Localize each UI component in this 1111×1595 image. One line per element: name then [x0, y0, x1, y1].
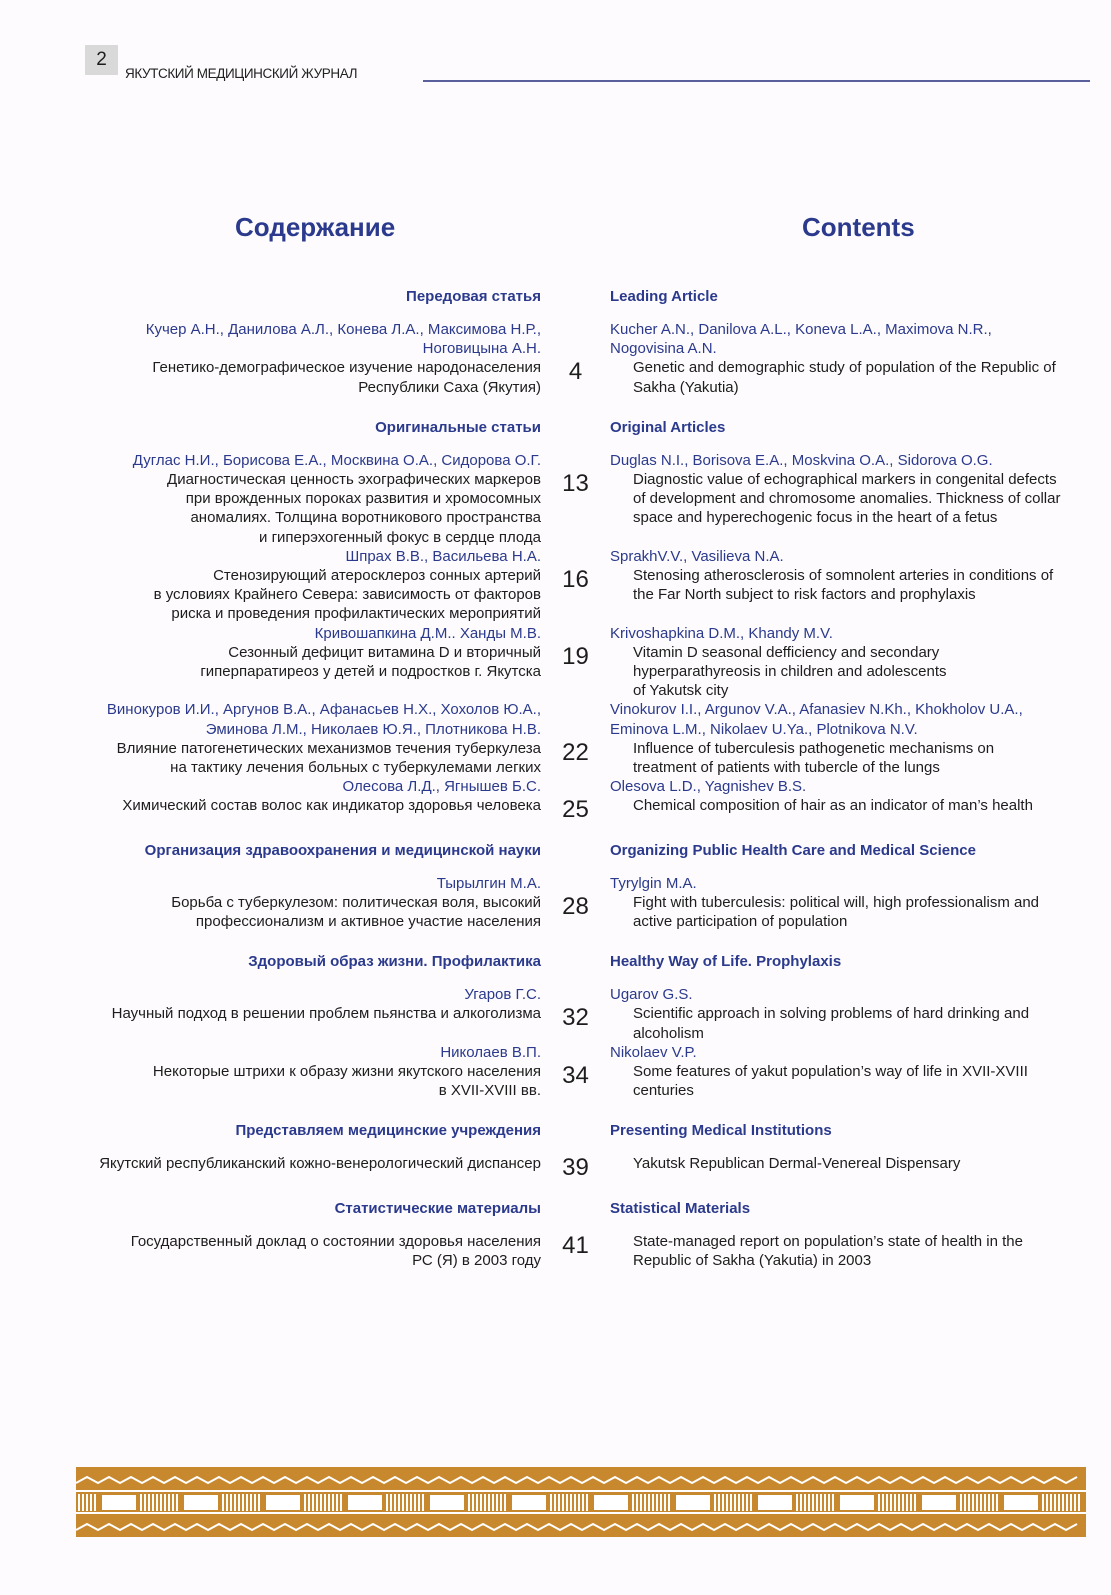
- ornament-stripe: [992, 1494, 994, 1511]
- entry-en: [610, 451, 1095, 547]
- authors-en: Nikolaev V.P.: [610, 1043, 697, 1061]
- entry-ru: [60, 874, 541, 932]
- ornament-stripe: [234, 1494, 236, 1511]
- entry-ru: [60, 320, 541, 397]
- page-number-ref: 16: [562, 566, 589, 594]
- page-number-ref: 25: [562, 796, 589, 824]
- ornament-stripe: [1070, 1494, 1072, 1511]
- ornament-stripe: [144, 1494, 146, 1511]
- entry-ru: [60, 547, 541, 624]
- ornament-stripe: [714, 1494, 716, 1511]
- ornament-stripe: [140, 1494, 142, 1511]
- ornament-square: [676, 1495, 710, 1510]
- article-title-ru: Химический состав волос как индикатор здоровья человека: [122, 797, 541, 815]
- section-title-ru: Представляем медицинские учреждения: [235, 1122, 541, 1140]
- article-title-en: Genetic and demographic study of population of the Republic of: [633, 359, 1056, 377]
- ornament-stripe: [750, 1494, 752, 1511]
- article-title-ru: профессионализм и активное участие населения: [195, 913, 541, 931]
- entry-ru: [60, 1232, 541, 1270]
- ornament-stripe: [738, 1494, 740, 1511]
- ornament-stripe: [386, 1494, 388, 1511]
- ornament-stripe: [414, 1494, 416, 1511]
- ornament-stripe: [808, 1494, 810, 1511]
- ornament-stripe: [418, 1494, 420, 1511]
- ornament-stripe: [472, 1494, 474, 1511]
- article-title-ru: Государственный доклад о состоянии здоровья населения: [130, 1232, 541, 1250]
- ornament-stripe: [664, 1494, 666, 1511]
- section-title-en: Original Articles: [610, 418, 726, 436]
- article-title-ru: Сезонный дефицит витамина D и вторичный: [228, 643, 541, 661]
- article-title-ru: Стенозирующий атеросклероз сонных артерий: [213, 567, 541, 585]
- ornament-stripe: [804, 1494, 806, 1511]
- article-title-en: Sakha (Yakutia): [633, 378, 739, 396]
- ornament-stripe: [304, 1494, 306, 1511]
- authors-ru: Эминова Л.М., Николаев Ю.Я., Плотникова Н.В.: [205, 720, 541, 738]
- section-title-ru: Передовая статья: [406, 288, 541, 305]
- ornament-stripe: [492, 1494, 494, 1511]
- article-title-ru: Некоторые штрихи к образу жизни якутского населения: [152, 1063, 541, 1081]
- ornament-stripe: [796, 1494, 798, 1511]
- ornament-stripe: [566, 1494, 568, 1511]
- authors-ru: Кривошапкина Д.М.. Ханды М.В.: [314, 624, 541, 642]
- article-title-ru: на тактику лечения больных с туберкулемами легких: [170, 759, 541, 777]
- article-title-en: State-managed report on population’s state of health in the: [633, 1232, 1023, 1250]
- authors-ru: Олесова Л.Д., Ягнышев Б.С.: [342, 778, 541, 796]
- ornament-square: [758, 1495, 792, 1510]
- ornament-stripe: [816, 1494, 818, 1511]
- ornament-stripe: [168, 1494, 170, 1511]
- ornament-stripe: [906, 1494, 908, 1511]
- ornament-stripe: [164, 1494, 166, 1511]
- ornament-stripe: [984, 1494, 986, 1511]
- entry-ru: [60, 1154, 541, 1177]
- page-number-ref: 34: [562, 1062, 589, 1090]
- spacer: [541, 419, 610, 436]
- authors-ru: Кучер А.Н., Данилова А.Л., Конева Л.А., Максимова Н.Р.,: [145, 321, 541, 338]
- authors-en: Vinokurov I.I., Argunov V.A., Afanasiev N.Kh., Khokholov U.A.,: [610, 701, 1023, 719]
- ornament-stripe: [410, 1494, 412, 1511]
- authors-ru: Ноговицына А.Н.: [422, 340, 541, 358]
- toc-entry: [60, 1154, 1095, 1182]
- article-title-en: of Yakutsk city: [633, 682, 729, 700]
- ornament-stripe: [390, 1494, 392, 1511]
- ornament-stripe: [730, 1494, 732, 1511]
- article-title-en: Vitamin D seasonal defficiency and secondary: [633, 643, 940, 661]
- ornament-rule: [76, 1490, 1086, 1492]
- ornament-stripe: [1042, 1494, 1044, 1511]
- article-title-ru: Влияние патогенетических механизмов течения туберкулеза: [116, 739, 541, 757]
- ornament-stripe: [878, 1494, 880, 1511]
- ornament-square: [102, 1495, 136, 1510]
- ornament-stripe: [988, 1494, 990, 1511]
- ornament-square: [348, 1495, 382, 1510]
- ornament-square: [266, 1495, 300, 1510]
- article-title-en: hyperparathyreosis in children and adolescents: [633, 663, 947, 681]
- table-of-contents: [60, 282, 1095, 1270]
- ornament-stripe: [246, 1494, 248, 1511]
- toc-entry: [60, 874, 1095, 932]
- ornament-stripe: [734, 1494, 736, 1511]
- ornament-stripe: [156, 1494, 158, 1511]
- ornament-stripe: [226, 1494, 228, 1511]
- ornament-stripe: [562, 1494, 564, 1511]
- authors-en: Tyrylgin M.A.: [610, 874, 697, 892]
- section-title-en: Statistical Materials: [610, 1199, 751, 1217]
- article-title-en: Scientific approach in solving problems of hard drinking and alcoholism: [633, 1005, 1030, 1042]
- ornament-stripe: [980, 1494, 982, 1511]
- ornament-stripe: [640, 1494, 642, 1511]
- ornament-stripe: [316, 1494, 318, 1511]
- authors-en: Kucher A.N., Danilova A.L., Koneva L.A., Maximova N.R.,: [610, 321, 992, 338]
- ornament-stripe: [972, 1494, 974, 1511]
- section-title-ru: Оригинальные статьи: [375, 418, 541, 436]
- section-title-en: Leading Article: [610, 288, 718, 305]
- authors-en: Nogovisina A.N.: [610, 340, 717, 358]
- ornament-stripe: [254, 1494, 256, 1511]
- entry-ru: [60, 624, 541, 701]
- ornament-stripe: [964, 1494, 966, 1511]
- ornament-stripe: [406, 1494, 408, 1511]
- ornament-stripe: [668, 1494, 670, 1511]
- header-rule: [423, 80, 1090, 82]
- ornament-stripe: [152, 1494, 154, 1511]
- page-number-ref: 41: [562, 1231, 589, 1259]
- article-title-en: of development and chromosome anomalies. Thickness of collar: [633, 490, 1061, 508]
- authors-ru: Николаев В.П.: [440, 1043, 541, 1061]
- entry-en: [610, 1043, 1095, 1101]
- ornament-stripe: [898, 1494, 900, 1511]
- ornament-stripe: [160, 1494, 162, 1511]
- ornament-stripe: [1058, 1494, 1060, 1511]
- ornament-stripe: [258, 1494, 260, 1511]
- entry-ru: [60, 777, 541, 819]
- section-gap: [60, 931, 1095, 947]
- ornament-stripe: [722, 1494, 724, 1511]
- ornament-square: [594, 1495, 628, 1510]
- ornament-stripe: [1078, 1494, 1080, 1511]
- spacer: [541, 842, 610, 859]
- page-number-ref: 39: [562, 1154, 589, 1182]
- spacer: [541, 1200, 610, 1217]
- entry-en: [610, 320, 1095, 397]
- ornament-stripe: [1046, 1494, 1048, 1511]
- page-number-ref: 4: [568, 358, 583, 386]
- ornament-stripe: [222, 1494, 224, 1511]
- ornament-stripe: [402, 1494, 404, 1511]
- ornament-stripe: [340, 1494, 342, 1511]
- article-title-en: Fight with tuberculesis: political will, high professionalism and: [633, 893, 1040, 911]
- ornament-stripe: [476, 1494, 478, 1511]
- ornament-stripe: [570, 1494, 572, 1511]
- ornament-stripe: [812, 1494, 814, 1511]
- ornament-stripe: [820, 1494, 822, 1511]
- ornament-stripe: [238, 1494, 240, 1511]
- ornament-square: [512, 1495, 546, 1510]
- article-title-en: the Far North subject to risk factors and prophylaxis: [633, 586, 976, 604]
- ornament-stripe: [894, 1494, 896, 1511]
- page-number-ref: 22: [562, 738, 589, 766]
- entry-ru: [60, 700, 541, 777]
- ornament-stripe: [308, 1494, 310, 1511]
- ornament-stripe: [394, 1494, 396, 1511]
- ornament-stripe: [328, 1494, 330, 1511]
- ornament-stripe: [886, 1494, 888, 1511]
- ornament-stripe: [824, 1494, 826, 1511]
- ornament-stripe: [554, 1494, 556, 1511]
- ornament-stripe: [312, 1494, 314, 1511]
- section-title-en: Organizing Public Health Care and Medical Science: [610, 841, 976, 859]
- ornament-stripe: [960, 1494, 962, 1511]
- ornament-stripe: [632, 1494, 634, 1511]
- ornament-stripe: [172, 1494, 174, 1511]
- section-heading: [60, 419, 1095, 436]
- ornament-stripe: [336, 1494, 338, 1511]
- ornament-stripe: [504, 1494, 506, 1511]
- article-title-en: active participation of population: [633, 913, 848, 931]
- article-title-en: Diagnostic value of echographical markers in congenital defects: [633, 471, 1057, 489]
- ornament-stripe: [574, 1494, 576, 1511]
- ornament-stripe: [324, 1494, 326, 1511]
- ornament-stripe: [148, 1494, 150, 1511]
- toc-entry: [60, 547, 1095, 624]
- ornament-stripe: [976, 1494, 978, 1511]
- ornament-stripe: [468, 1494, 470, 1511]
- ornament-stripe: [488, 1494, 490, 1511]
- article-title-en: centuries: [633, 1082, 694, 1100]
- authors-en: Duglas N.I., Borisova E.A., Moskvina O.A., Sidorova O.G.: [610, 451, 993, 469]
- ornament-stripe: [496, 1494, 498, 1511]
- ornament-stripe: [250, 1494, 252, 1511]
- article-title-ru: в условиях Крайнего Севера: зависимость от факторов: [153, 586, 541, 604]
- journal-title: ЯКУТСКИЙ МЕДИЦИНСКИЙ ЖУРНАЛ: [125, 66, 358, 81]
- ornament-stripe: [828, 1494, 830, 1511]
- ornament-stripe: [968, 1494, 970, 1511]
- toc-entry: [60, 1043, 1095, 1101]
- entry-en: [610, 700, 1095, 777]
- page-number-ref: 19: [562, 642, 589, 670]
- article-title-ru: при врожденных пороках развития и хромосомных: [185, 490, 541, 508]
- ornament-stripe: [996, 1494, 998, 1511]
- ornament-stripe: [718, 1494, 720, 1511]
- ornament-stripe: [746, 1494, 748, 1511]
- section-title-ru: Статистические материалы: [334, 1199, 541, 1217]
- entry-en: [610, 777, 1095, 819]
- toc-entry: [60, 700, 1095, 777]
- section-title-ru: Здоровый образ жизни. Профилактика: [248, 953, 541, 971]
- section-gap: [60, 1100, 1095, 1116]
- toc-entry: [60, 320, 1095, 397]
- article-title-en: Republic of Sakha (Yakutia) in 2003: [633, 1251, 872, 1269]
- ornament-rule: [76, 1512, 1086, 1514]
- ornament-stripe: [636, 1494, 638, 1511]
- article-title-en: Influence of tuberculesis pathogenetic mechanisms on: [633, 739, 995, 757]
- section-title-ru: Организация здравоохранения и медицинской науки: [144, 841, 541, 859]
- ornament-stripe: [176, 1494, 178, 1511]
- ornament-square: [922, 1495, 956, 1510]
- section-heading: [60, 288, 1095, 305]
- section-title-en: Presenting Medical Institutions: [610, 1122, 832, 1140]
- contents-title-en: Contents: [802, 212, 915, 242]
- ornament-stripe: [1054, 1494, 1056, 1511]
- ornament-stripe: [910, 1494, 912, 1511]
- ornament-square: [184, 1495, 218, 1510]
- ornament-stripe: [422, 1494, 424, 1511]
- ornament-stripe: [586, 1494, 588, 1511]
- section-heading: [60, 1200, 1095, 1217]
- article-title-en: treatment of patients with tubercle of the lungs: [633, 759, 940, 777]
- ornament-square: [840, 1495, 874, 1510]
- entry-en: [610, 624, 1095, 701]
- authors-en: SprakhV.V., Vasilieva N.A.: [610, 547, 784, 565]
- ornament-stripe: [726, 1494, 728, 1511]
- ornament-stripe: [82, 1494, 84, 1511]
- article-title-en: space and hyperechogenic focus in the heart of a fetus: [633, 509, 998, 527]
- article-title-ru: аномалиях. Толщина воротникового пространства: [190, 509, 541, 527]
- ornament-stripe: [578, 1494, 580, 1511]
- article-title-ru: Якутский республиканский кожно-венерологический диспансер: [99, 1155, 541, 1173]
- article-title-ru: и гиперэхогенный фокус в сердце плода: [259, 528, 541, 546]
- ornament-stripe: [86, 1494, 88, 1511]
- ornament-stripe: [1062, 1494, 1064, 1511]
- authors-ru: Угаров Г.С.: [464, 986, 541, 1004]
- section-heading: [60, 842, 1095, 859]
- entry-ru: [60, 451, 541, 547]
- ornament-stripe: [1050, 1494, 1052, 1511]
- authors-en: Olesova L.D., Yagnishev B.S.: [610, 778, 807, 796]
- ornament-border: [76, 1467, 1086, 1537]
- ornament-stripe: [902, 1494, 904, 1511]
- ornament-stripe: [1074, 1494, 1076, 1511]
- ornament-stripe: [652, 1494, 654, 1511]
- ornament-square: [430, 1495, 464, 1510]
- toc-entry: [60, 451, 1095, 547]
- spacer: [541, 288, 610, 305]
- toc-entry: [60, 777, 1095, 824]
- ornament-stripe: [230, 1494, 232, 1511]
- authors-ru: Тырылгин М.А.: [436, 874, 541, 892]
- ornament-stripe: [398, 1494, 400, 1511]
- article-title-ru: риска и проведения профилактических мероприятий: [171, 605, 541, 623]
- authors-ru: Шпрах В.В., Васильева Н.А.: [345, 547, 541, 565]
- article-title-en: Chemical composition of hair as an indicator of man’s health: [633, 797, 1033, 815]
- section-title-en: Healthy Way of Life. Prophylaxis: [610, 953, 842, 971]
- ornament-stripe: [582, 1494, 584, 1511]
- ornament-stripe: [882, 1494, 884, 1511]
- section-gap: [60, 397, 1095, 413]
- ornament-stripe: [484, 1494, 486, 1511]
- page-number-ref: 32: [562, 1004, 589, 1032]
- ornament-stripe: [914, 1494, 916, 1511]
- ornament-stripe: [558, 1494, 560, 1511]
- ornament-stripe: [800, 1494, 802, 1511]
- ornament-stripe: [660, 1494, 662, 1511]
- article-title-ru: Республики Саха (Якутия): [358, 378, 541, 396]
- authors-en: Krivoshapkina D.M., Khandy M.V.: [610, 624, 833, 642]
- entry-en: [610, 985, 1095, 1043]
- authors-ru: Винокуров И.И., Аргунов В.А., Афанасьев Н.Х., Хохолов Ю.А.,: [106, 701, 541, 719]
- article-title-en: Yakutsk Republican Dermal-Venereal Dispensary: [633, 1155, 961, 1173]
- ornament-stripe: [890, 1494, 892, 1511]
- article-title-ru: в XVII-XVIII вв.: [438, 1082, 541, 1100]
- entry-en: [610, 547, 1095, 624]
- toc-entry: [60, 1232, 1095, 1270]
- authors-ru: Дуглас Н.И., Борисова Е.А., Москвина О.А., Сидорова О.Г.: [132, 451, 541, 469]
- ornament-stripe: [94, 1494, 96, 1511]
- page-number: 2: [85, 45, 118, 75]
- entry-ru: [60, 1043, 541, 1101]
- article-title-ru: Диагностическая ценность эхографических маркеров: [167, 471, 541, 489]
- ornament-stripe: [500, 1494, 502, 1511]
- article-title-ru: Борьба с туберкулезом: политическая воля, высокий: [171, 893, 541, 911]
- article-title-ru: Научный подход в решении проблем пьянства и алкоголизма: [111, 1005, 541, 1023]
- ornament-stripe: [644, 1494, 646, 1511]
- ornament-stripe: [78, 1494, 80, 1511]
- entry-en: [610, 1232, 1095, 1270]
- authors-en: Ugarov G.S.: [610, 986, 693, 1004]
- authors-en: Eminova L.M., Nikolaev U.Ya., Plotnikova N.V.: [610, 720, 918, 738]
- ornament-stripe: [656, 1494, 658, 1511]
- entry-ru: [60, 985, 541, 1043]
- spacer: [541, 953, 610, 970]
- ornament-stripe: [550, 1494, 552, 1511]
- ornament-stripe: [320, 1494, 322, 1511]
- ornament-square: [1004, 1495, 1038, 1510]
- entry-en: [610, 1154, 1095, 1177]
- section-heading: [60, 1122, 1095, 1139]
- toc-entry: [60, 985, 1095, 1043]
- ornament-stripe: [480, 1494, 482, 1511]
- ornament-stripe: [832, 1494, 834, 1511]
- entry-en: [610, 874, 1095, 932]
- contents-title-ru: Содержание: [235, 212, 396, 242]
- ornament-stripe: [742, 1494, 744, 1511]
- article-title-ru: гиперпаратиреоз у детей и подростков г. Якутска: [200, 663, 541, 681]
- article-title-en: Stenosing atherosclerosis of somnolent arteries in conditions of: [633, 567, 1054, 585]
- toc-entry: [60, 624, 1095, 701]
- ornament-stripe: [1066, 1494, 1068, 1511]
- page-number-ref: 13: [562, 470, 589, 497]
- page-number-ref: 28: [562, 892, 589, 920]
- section-heading: [60, 953, 1095, 970]
- ornament-stripe: [648, 1494, 650, 1511]
- ornament-stripe: [242, 1494, 244, 1511]
- spacer: [541, 1122, 610, 1139]
- article-title-ru: РС (Я) в 2003 году: [412, 1251, 541, 1269]
- article-title-ru: Генетико-демографическое изучение народонаселения: [152, 359, 541, 377]
- ornament-stripe: [90, 1494, 92, 1511]
- article-title-en: Some features of yakut population’s way of life in XVII-XVIII: [633, 1063, 1028, 1081]
- ornament-stripe: [332, 1494, 334, 1511]
